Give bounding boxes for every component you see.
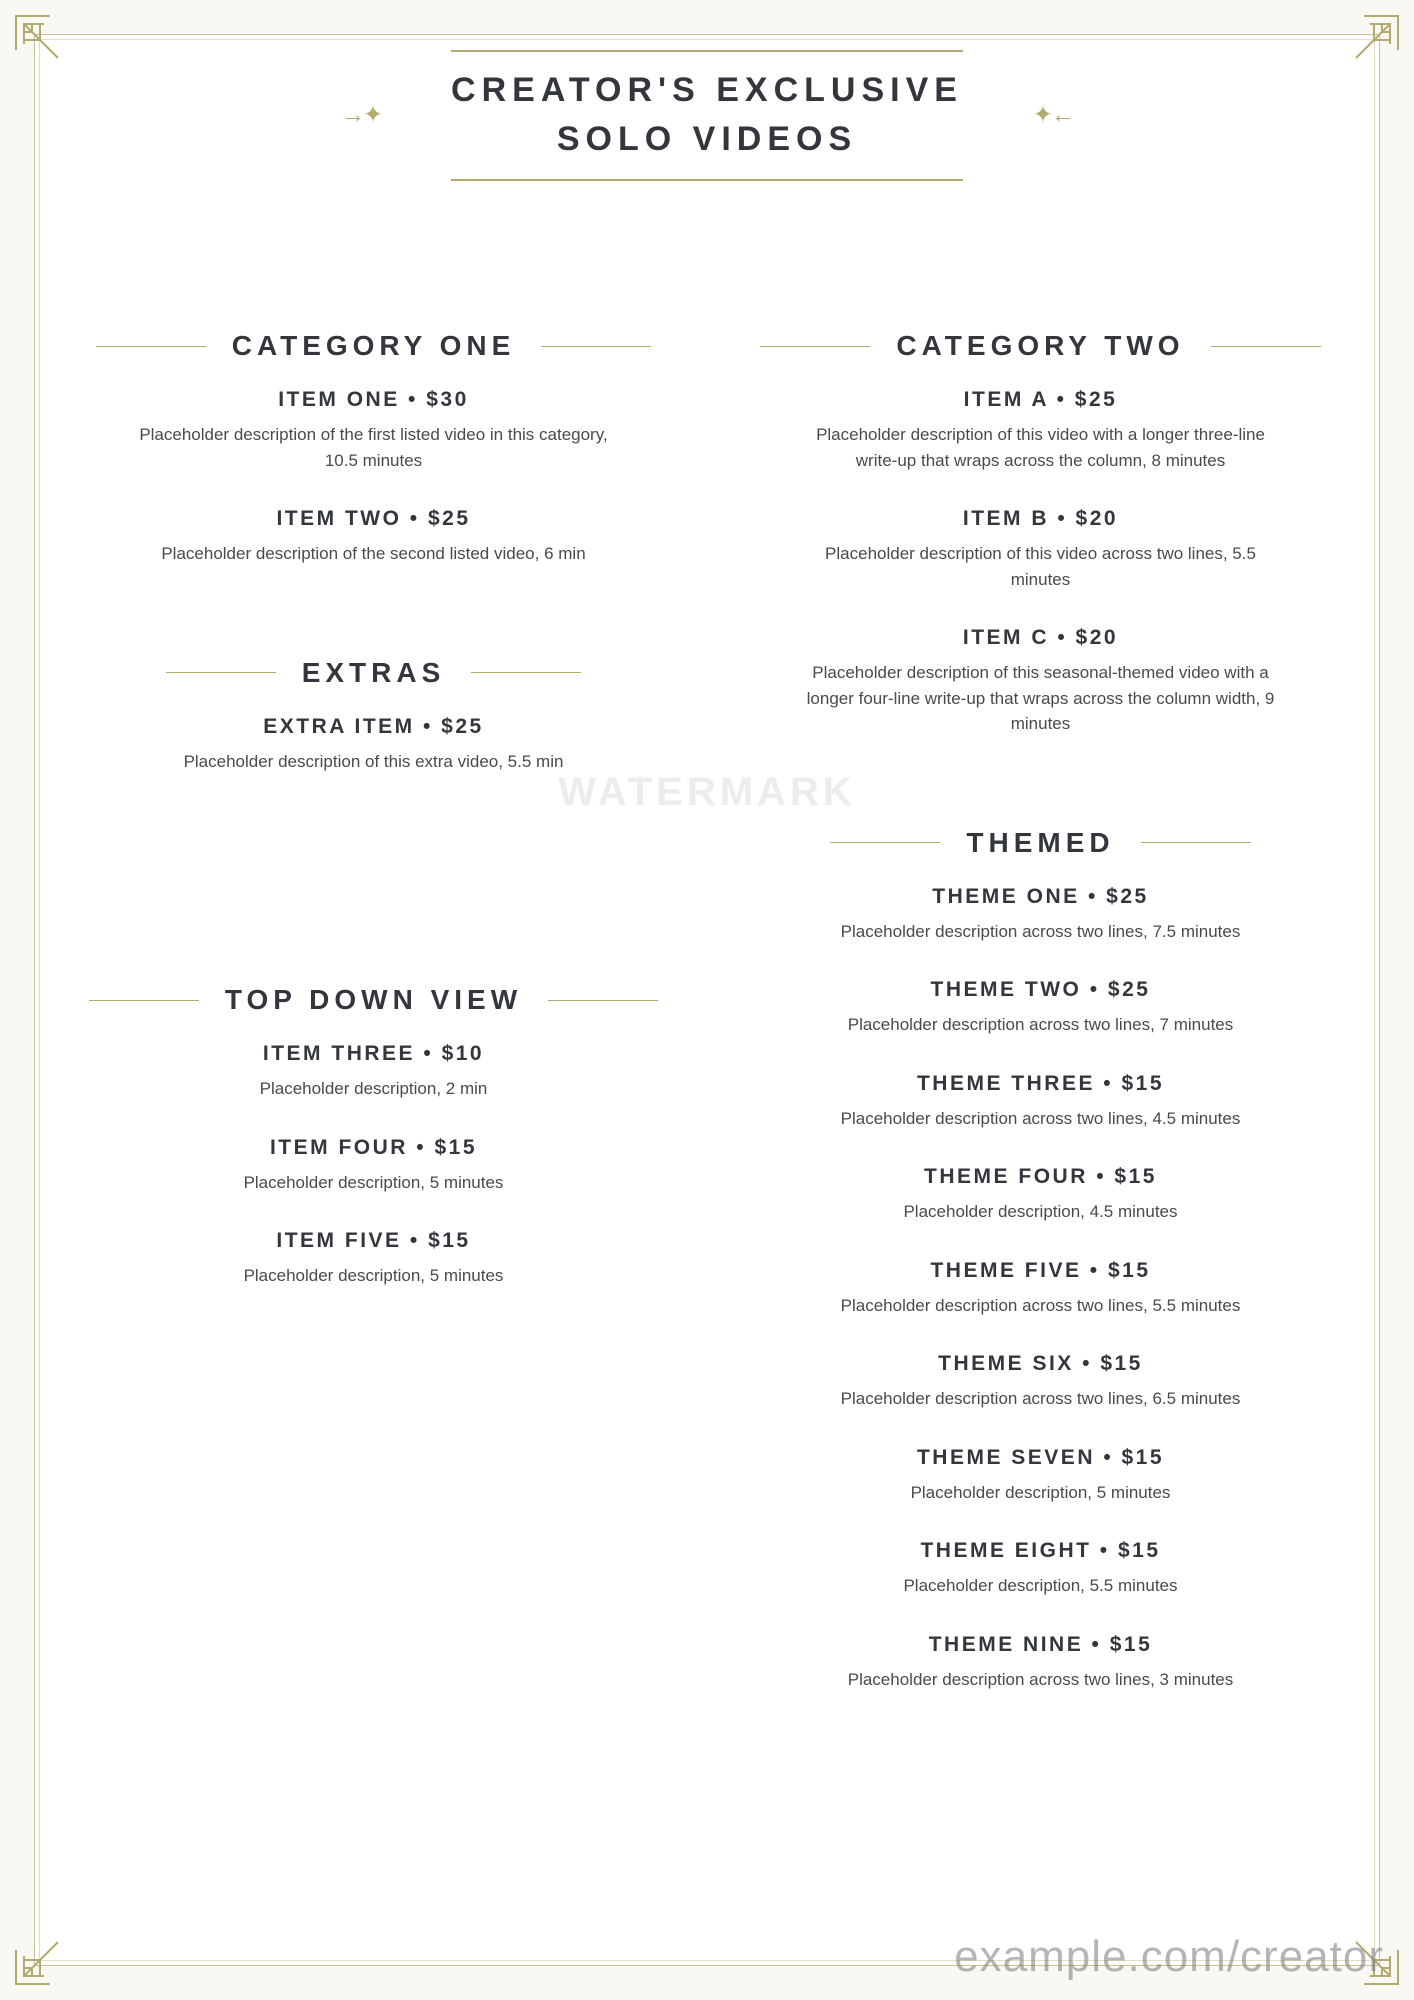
menu-item: [737, 1259, 1344, 1319]
section-title: THEMED: [966, 826, 1115, 858]
section-title: CATEGORY ONE: [231, 330, 516, 361]
page-title-line1: CREATOR'S EXCLUSIVE: [451, 71, 963, 109]
item-description: Placeholder description, 5.5 minutes: [903, 1576, 1178, 1595]
item-title-and-price: THEME SIX • $15: [938, 1352, 1143, 1375]
item-description: Placeholder description across two lines, 6.5 minutes: [840, 1389, 1241, 1408]
section-title: EXTRAS: [301, 656, 446, 688]
menu-section: [737, 827, 1344, 1727]
item-title-and-price: THEME FIVE • $15: [930, 1258, 1151, 1282]
rule-line: [548, 1000, 658, 1001]
menu-item: [70, 1229, 677, 1289]
item-description: Placeholder description across two lines, 7.5 minutes: [840, 921, 1241, 941]
left-column: [70, 330, 677, 1940]
item-title-and-price: ITEM ONE • $30: [278, 388, 469, 411]
item-description: Placeholder description, 5 minutes: [910, 1482, 1171, 1502]
item-title-and-price: ITEM B • $20: [962, 507, 1119, 530]
menu-item: [70, 388, 677, 473]
menu-section: [70, 657, 677, 809]
menu-columns: [70, 330, 1344, 1940]
page-title-line2: SOLO VIDEOS: [556, 120, 858, 159]
menu-section: [737, 330, 1344, 771]
item-description: Placeholder description, 5 minutes: [243, 1172, 504, 1192]
item-description: Placeholder description across two lines, 3 minutes: [847, 1669, 1234, 1689]
rule-line: [166, 672, 276, 673]
menu-item: [70, 1136, 677, 1196]
item-title-and-price: EXTRA ITEM • $25: [263, 714, 484, 738]
rule-line: [830, 842, 940, 843]
menu-section: [70, 984, 677, 1323]
center-watermark: WATERMARK: [558, 770, 856, 814]
menu-item: [737, 1446, 1344, 1506]
menu-item: [737, 1165, 1344, 1225]
menu-item: [737, 507, 1344, 592]
rule-line: [760, 346, 870, 347]
menu-item: [70, 1042, 677, 1102]
arrow-ornament-icon: ✦←: [1032, 101, 1073, 129]
item-title-and-price: ITEM A • $25: [963, 388, 1118, 411]
item-description: Placeholder description of this seasonal-themed video with a longer four-line write-up that wraps across the column width, 9 minutes: [806, 663, 1275, 733]
rule-line: [89, 1000, 199, 1001]
rule-line: [1141, 842, 1251, 843]
menu-item: [737, 978, 1344, 1038]
section-header: [70, 657, 677, 689]
menu-item: [737, 1539, 1344, 1599]
section-header: [737, 827, 1344, 859]
item-title-and-price: ITEM FIVE • $15: [276, 1229, 471, 1252]
rule-line: [471, 672, 581, 673]
menu-item: [737, 388, 1344, 473]
item-title-and-price: ITEM C • $20: [962, 626, 1119, 649]
page-title: [451, 50, 963, 181]
rule-line: [541, 346, 651, 347]
item-description: Placeholder description of this video across two lines, 5.5 minutes: [825, 544, 1256, 589]
item-description: Placeholder description across two lines, 4.5 minutes: [840, 1108, 1241, 1128]
item-description: Placeholder description of this extra video, 5.5 min: [183, 751, 564, 771]
item-description: Placeholder description of this video with a longer three-line write-up that wraps across the column, 8 minutes: [816, 425, 1265, 470]
item-description: Placeholder description of the first listed video in this category, 10.5 minutes: [139, 425, 608, 470]
item-description: Placeholder description, 5 minutes: [243, 1266, 504, 1285]
section-title: TOP DOWN VIEW: [224, 984, 523, 1015]
item-title-and-price: THEME TWO • $25: [930, 978, 1151, 1001]
menu-item: [737, 885, 1344, 945]
item-description: Placeholder description, 4.5 minutes: [903, 1202, 1178, 1221]
section-header: [70, 330, 677, 362]
section-title: CATEGORY TWO: [896, 330, 1185, 361]
menu-item: [737, 1352, 1344, 1412]
menu-item: [737, 1072, 1344, 1132]
item-title-and-price: THEME FOUR • $15: [924, 1165, 1157, 1188]
section-header: [737, 330, 1344, 362]
layout-spacer: [70, 864, 677, 984]
item-title-and-price: ITEM TWO • $25: [276, 507, 471, 530]
item-title-and-price: THEME SEVEN • $15: [916, 1445, 1165, 1469]
item-description: Placeholder description, 2 min: [259, 1079, 488, 1098]
rule-line: [1211, 346, 1321, 347]
right-column: [737, 330, 1344, 1940]
menu-item: [70, 507, 677, 567]
menu-header: [0, 50, 1414, 181]
item-title-and-price: ITEM FOUR • $15: [269, 1135, 478, 1159]
section-header: [70, 984, 677, 1016]
menu-item: [737, 1633, 1344, 1693]
rule-line: [96, 346, 206, 347]
menu-item: [737, 626, 1344, 737]
menu-item: [70, 715, 677, 775]
item-title-and-price: THEME EIGHT • $15: [920, 1539, 1161, 1562]
item-description: Placeholder description across two lines, 7 minutes: [847, 1015, 1234, 1034]
item-title-and-price: THEME ONE • $25: [932, 884, 1149, 908]
item-title-and-price: THEME NINE • $15: [928, 1632, 1153, 1656]
bottom-watermark: example.com/creator: [954, 1932, 1384, 1981]
menu-section: [70, 330, 677, 601]
item-title-and-price: ITEM THREE • $10: [262, 1042, 485, 1065]
arrow-ornament-icon: →✦: [341, 101, 382, 129]
item-description: Placeholder description of the second listed video, 6 min: [161, 544, 586, 563]
item-description: Placeholder description across two lines, 5.5 minutes: [840, 1295, 1241, 1315]
item-title-and-price: THEME THREE • $15: [916, 1071, 1165, 1095]
